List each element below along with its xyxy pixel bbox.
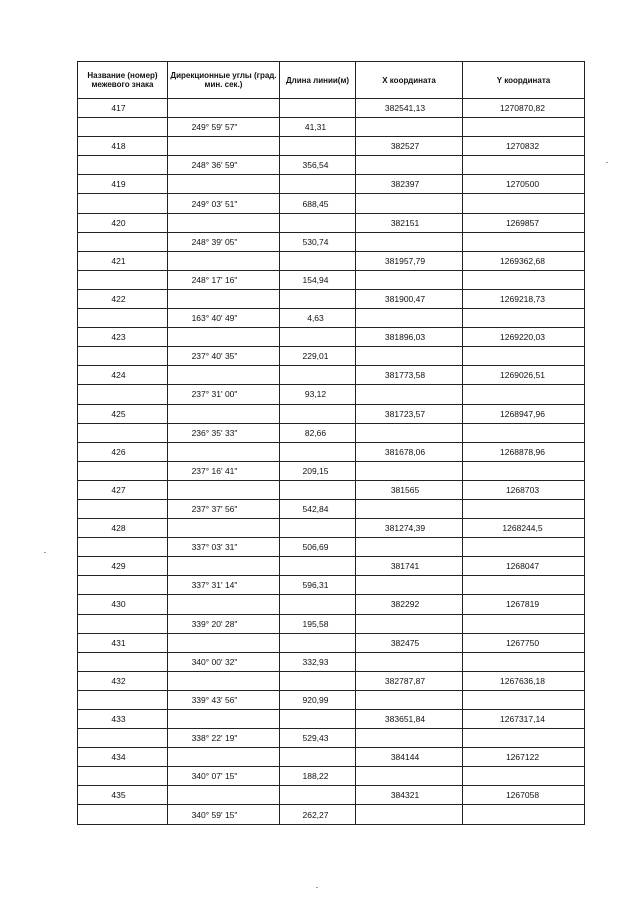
cell-angle (168, 710, 280, 729)
cell-angle: 337° 31' 14" (168, 576, 280, 595)
cell-name (78, 652, 168, 671)
cell-y: 1267750 (463, 633, 585, 652)
cell-name (78, 614, 168, 633)
table-row (78, 328, 585, 347)
cell-length: 529,43 (280, 729, 356, 748)
cell-x (356, 118, 463, 137)
cell-angle: 237° 16' 41" (168, 461, 280, 480)
table-row (78, 576, 585, 595)
cell-angle: 236° 35' 33" (168, 423, 280, 442)
cell-name (78, 385, 168, 404)
cell-angle: 163° 40' 49" (168, 309, 280, 328)
table-row (78, 366, 585, 385)
cell-name: 418 (78, 137, 168, 156)
cell-length (280, 710, 356, 729)
cell-length (280, 671, 356, 690)
cell-name: 430 (78, 595, 168, 614)
coordinates-table (77, 61, 585, 825)
cell-name: 420 (78, 213, 168, 232)
cell-x (356, 347, 463, 366)
cell-x: 382292 (356, 595, 463, 614)
cell-x (356, 690, 463, 709)
cell-length (280, 213, 356, 232)
table-row (78, 633, 585, 652)
cell-angle (168, 137, 280, 156)
scan-speck (316, 887, 318, 888)
cell-x: 382527 (356, 137, 463, 156)
cell-angle (168, 519, 280, 538)
cell-length (280, 786, 356, 805)
cell-y: 1269026,51 (463, 366, 585, 385)
table-row (78, 690, 585, 709)
cell-name: 434 (78, 748, 168, 767)
table-row (78, 538, 585, 557)
cell-y: 1267317,14 (463, 710, 585, 729)
cell-y (463, 385, 585, 404)
table-row (78, 309, 585, 328)
cell-x: 382397 (356, 175, 463, 194)
cell-length (280, 442, 356, 461)
cell-length (280, 748, 356, 767)
cell-y (463, 652, 585, 671)
table-header-row (78, 62, 585, 99)
cell-length (280, 519, 356, 538)
cell-angle (168, 480, 280, 499)
table-row (78, 748, 585, 767)
table-row (78, 404, 585, 423)
table-row (78, 442, 585, 461)
cell-angle: 339° 43' 56" (168, 690, 280, 709)
cell-length: 41,31 (280, 118, 356, 137)
cell-y (463, 538, 585, 557)
cell-y: 1270500 (463, 175, 585, 194)
cell-x: 384321 (356, 786, 463, 805)
cell-angle: 340° 07' 15" (168, 767, 280, 786)
cell-name: 428 (78, 519, 168, 538)
cell-name (78, 423, 168, 442)
cell-name (78, 232, 168, 251)
cell-name: 424 (78, 366, 168, 385)
table-row (78, 175, 585, 194)
cell-length (280, 366, 356, 385)
cell-x: 383651,84 (356, 710, 463, 729)
cell-y (463, 309, 585, 328)
table-row (78, 786, 585, 805)
table-row (78, 557, 585, 576)
cell-y (463, 690, 585, 709)
cell-x: 381274,39 (356, 519, 463, 538)
cell-name (78, 767, 168, 786)
cell-name: 433 (78, 710, 168, 729)
cell-length (280, 595, 356, 614)
cell-angle (168, 404, 280, 423)
cell-x (356, 538, 463, 557)
cell-x: 381678,06 (356, 442, 463, 461)
cell-y (463, 767, 585, 786)
table-row (78, 595, 585, 614)
cell-x: 381900,47 (356, 289, 463, 308)
cell-angle: 340° 59' 15" (168, 805, 280, 824)
cell-angle (168, 442, 280, 461)
cell-length: 195,58 (280, 614, 356, 633)
cell-y (463, 729, 585, 748)
cell-x (356, 614, 463, 633)
cell-length (280, 99, 356, 118)
cell-length: 93,12 (280, 385, 356, 404)
cell-x: 381741 (356, 557, 463, 576)
cell-x: 382475 (356, 633, 463, 652)
cell-y (463, 461, 585, 480)
table-row (78, 270, 585, 289)
table-row (78, 289, 585, 308)
scan-speck (44, 552, 46, 553)
cell-x (356, 194, 463, 213)
cell-name (78, 538, 168, 557)
cell-length (280, 137, 356, 156)
table-row (78, 213, 585, 232)
cell-name (78, 194, 168, 213)
cell-angle: 340° 00' 32" (168, 652, 280, 671)
cell-name: 423 (78, 328, 168, 347)
cell-angle (168, 213, 280, 232)
table-row (78, 710, 585, 729)
cell-x (356, 461, 463, 480)
cell-angle (168, 175, 280, 194)
cell-name: 431 (78, 633, 168, 652)
cell-angle: 339° 20' 28" (168, 614, 280, 633)
cell-length: 4,63 (280, 309, 356, 328)
cell-length: 920,99 (280, 690, 356, 709)
cell-y: 1270870,82 (463, 99, 585, 118)
cell-name (78, 805, 168, 824)
table-row (78, 423, 585, 442)
cell-x (356, 270, 463, 289)
cell-y: 1267058 (463, 786, 585, 805)
cell-length: 209,15 (280, 461, 356, 480)
cell-angle: 249° 03' 51" (168, 194, 280, 213)
cell-angle (168, 633, 280, 652)
cell-name: 422 (78, 289, 168, 308)
cell-name (78, 576, 168, 595)
table-row (78, 652, 585, 671)
cell-name (78, 156, 168, 175)
scan-speck (606, 162, 608, 163)
header-y: Y координата (463, 62, 585, 99)
cell-angle (168, 786, 280, 805)
cell-y: 1267636,18 (463, 671, 585, 690)
cell-name (78, 347, 168, 366)
cell-x (356, 385, 463, 404)
cell-length: 506,69 (280, 538, 356, 557)
cell-y: 1269857 (463, 213, 585, 232)
cell-name: 426 (78, 442, 168, 461)
cell-name: 425 (78, 404, 168, 423)
cell-name (78, 690, 168, 709)
cell-x (356, 652, 463, 671)
cell-y: 1268244,5 (463, 519, 585, 538)
cell-length: 596,31 (280, 576, 356, 595)
cell-angle: 248° 17' 16" (168, 270, 280, 289)
cell-y (463, 499, 585, 518)
cell-angle (168, 557, 280, 576)
cell-angle (168, 671, 280, 690)
cell-y: 1268047 (463, 557, 585, 576)
table-row (78, 767, 585, 786)
cell-y (463, 194, 585, 213)
cell-y (463, 232, 585, 251)
cell-y (463, 576, 585, 595)
table-row (78, 480, 585, 499)
cell-name (78, 461, 168, 480)
cell-y: 1267819 (463, 595, 585, 614)
cell-x (356, 309, 463, 328)
table-row (78, 729, 585, 748)
cell-length: 356,54 (280, 156, 356, 175)
cell-length (280, 404, 356, 423)
cell-name: 435 (78, 786, 168, 805)
cell-y (463, 423, 585, 442)
cell-x (356, 767, 463, 786)
cell-y (463, 347, 585, 366)
table-row (78, 99, 585, 118)
cell-length: 542,84 (280, 499, 356, 518)
cell-y (463, 156, 585, 175)
cell-name: 421 (78, 251, 168, 270)
cell-x (356, 499, 463, 518)
cell-angle (168, 289, 280, 308)
cell-name (78, 499, 168, 518)
cell-length: 229,01 (280, 347, 356, 366)
cell-angle: 237° 37' 56" (168, 499, 280, 518)
cell-length (280, 557, 356, 576)
table-row (78, 347, 585, 366)
cell-y (463, 805, 585, 824)
table-row (78, 805, 585, 824)
header-x: X координата (356, 62, 463, 99)
table-row (78, 118, 585, 137)
cell-x (356, 576, 463, 595)
cell-name: 417 (78, 99, 168, 118)
table-row (78, 499, 585, 518)
cell-y: 1270832 (463, 137, 585, 156)
cell-length: 262,27 (280, 805, 356, 824)
cell-y (463, 614, 585, 633)
cell-angle (168, 328, 280, 347)
table-row (78, 137, 585, 156)
table-row (78, 194, 585, 213)
cell-length (280, 480, 356, 499)
cell-angle (168, 595, 280, 614)
cell-y: 1269362,68 (463, 251, 585, 270)
cell-length: 154,94 (280, 270, 356, 289)
table-row (78, 251, 585, 270)
cell-x (356, 156, 463, 175)
cell-angle: 237° 40' 35" (168, 347, 280, 366)
cell-length: 688,45 (280, 194, 356, 213)
cell-name (78, 118, 168, 137)
cell-length (280, 289, 356, 308)
cell-name (78, 309, 168, 328)
cell-angle: 248° 39' 05" (168, 232, 280, 251)
cell-length (280, 175, 356, 194)
cell-x: 381723,57 (356, 404, 463, 423)
cell-name: 429 (78, 557, 168, 576)
table-row (78, 671, 585, 690)
cell-angle (168, 366, 280, 385)
cell-x (356, 729, 463, 748)
cell-y (463, 118, 585, 137)
cell-y: 1269220,03 (463, 328, 585, 347)
cell-x: 381957,79 (356, 251, 463, 270)
cell-length: 530,74 (280, 232, 356, 251)
table-row (78, 519, 585, 538)
cell-x: 381565 (356, 480, 463, 499)
cell-angle (168, 251, 280, 270)
cell-angle: 248° 36' 59" (168, 156, 280, 175)
header-length: Длина линии(м) (280, 62, 356, 99)
cell-angle: 237° 31' 00" (168, 385, 280, 404)
cell-x (356, 805, 463, 824)
cell-x (356, 232, 463, 251)
cell-angle: 249° 59' 57" (168, 118, 280, 137)
cell-x: 382787,87 (356, 671, 463, 690)
cell-length (280, 633, 356, 652)
cell-x: 382151 (356, 213, 463, 232)
cell-x: 382541,13 (356, 99, 463, 118)
cell-y: 1268878,96 (463, 442, 585, 461)
cell-angle (168, 748, 280, 767)
cell-name (78, 270, 168, 289)
cell-length: 82,66 (280, 423, 356, 442)
cell-y: 1267122 (463, 748, 585, 767)
cell-y: 1268947,96 (463, 404, 585, 423)
header-angle: Дирекционные углы (град. мин. сек.) (168, 62, 280, 99)
table-row (78, 614, 585, 633)
cell-angle (168, 99, 280, 118)
table-row (78, 385, 585, 404)
cell-x: 381773,58 (356, 366, 463, 385)
header-name: Название (номер) межевого знака (78, 62, 168, 99)
cell-y: 1269218,73 (463, 289, 585, 308)
cell-length: 332,93 (280, 652, 356, 671)
cell-angle: 338° 22' 19" (168, 729, 280, 748)
table-row (78, 461, 585, 480)
cell-length (280, 328, 356, 347)
cell-y (463, 270, 585, 289)
cell-x: 381896,03 (356, 328, 463, 347)
cell-length: 188,22 (280, 767, 356, 786)
table-row (78, 156, 585, 175)
cell-name: 427 (78, 480, 168, 499)
cell-x (356, 423, 463, 442)
cell-length (280, 251, 356, 270)
cell-name: 432 (78, 671, 168, 690)
cell-x: 384144 (356, 748, 463, 767)
cell-angle: 337° 03' 31" (168, 538, 280, 557)
cell-y: 1268703 (463, 480, 585, 499)
cell-name: 419 (78, 175, 168, 194)
cell-name (78, 729, 168, 748)
table-row (78, 232, 585, 251)
